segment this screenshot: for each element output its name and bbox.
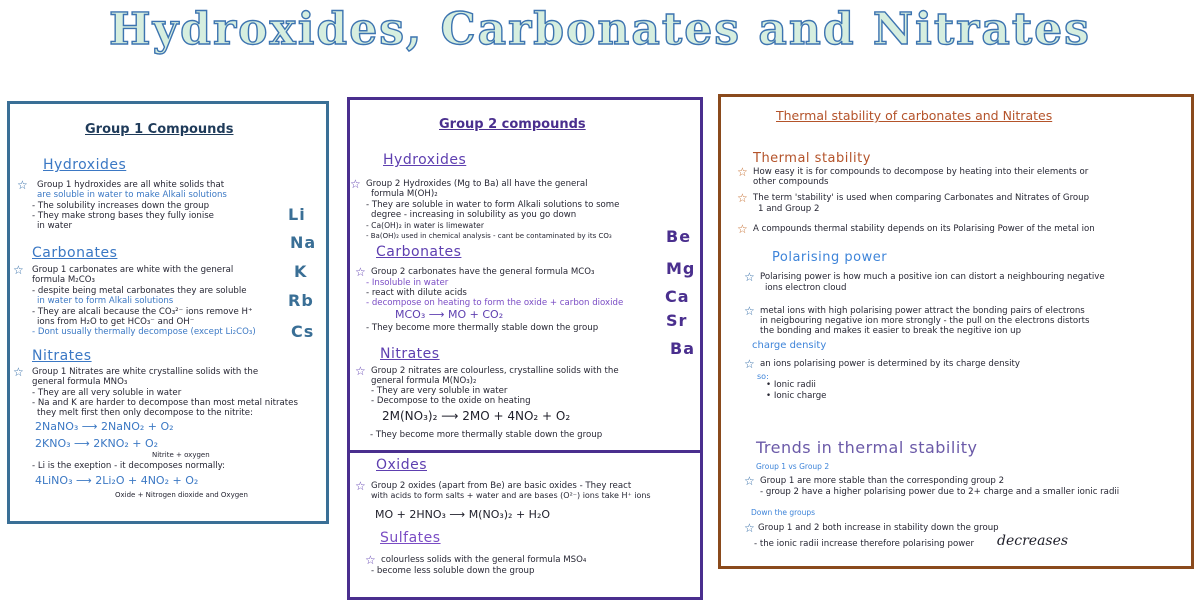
group1-nitrates-heading: Nitrates	[32, 348, 92, 364]
group1-hydroxides-line: Group 1 hydroxides are all white solids that	[37, 180, 225, 190]
group1-carbonates-line: formula M₂CO₃	[32, 275, 95, 285]
group2-carbonates-heading: Carbonates	[376, 244, 462, 260]
group1-carbonates-line: ions from H₂O to get HCO₃⁻ and OH⁻	[37, 317, 195, 327]
trends-line: - group 2 have a higher polarising power due to 2+ charge and a smaller ionic radii	[760, 487, 1120, 497]
group1-nitrates-line: general formula MNO₃	[32, 377, 128, 387]
star-icon: ☆	[350, 177, 361, 191]
polarising-line: the bonding and makes it easier to break the negitive ion up	[760, 326, 1022, 336]
polarising-line: metal ions with high polarising power attract the bonding pairs of electrons	[760, 306, 1085, 316]
group1-hydroxides-line: - The solubility increases down the group	[32, 201, 210, 211]
group1-carbonates-line: - despite being metal carbonates they are soluble	[32, 286, 247, 296]
group2-nitrates-line: Group 2 nitrates are colourless, crystalline solids with the	[371, 366, 619, 376]
group2-nitrates-line: general formula M(NO₃)₂	[371, 376, 477, 386]
group2-sulfates-line: - become less soluble down the group	[371, 566, 535, 576]
group2-sulfates-line: colourless solids with the general formula MSO₄	[381, 555, 587, 565]
group2-hydroxides-line: degree - increasing in solubility as you go down	[371, 210, 577, 220]
polarising-line: in neigbouring negative ion more strongly - the pull on the electrons distorts	[760, 316, 1090, 326]
group2-carbonates-line: Group 2 carbonates have the general formula MCO₃	[371, 267, 595, 277]
thermal-stability-heading: Thermal stability	[753, 151, 871, 166]
element-symbol: Li	[288, 205, 306, 224]
group1-nitrate-equation: 4LiNO₃ ⟶ 2Li₂O + 4NO₂ + O₂	[35, 474, 199, 487]
polarising-power-heading: Polarising power	[772, 250, 888, 265]
group2-oxides-heading: Oxides	[376, 457, 427, 473]
star-icon: ☆	[737, 191, 748, 205]
star-icon: ☆	[355, 265, 366, 279]
group1-nitrates-line: - Li is the exeption - it decomposes normally:	[32, 461, 226, 471]
trends-heading: Trends in thermal stability	[756, 438, 978, 457]
element-symbol: K	[294, 262, 308, 281]
thermal-stability-line: 1 and Group 2	[758, 204, 820, 214]
group2-carbonates-line: - decompose on heating to form the oxide + carbon dioxide	[366, 298, 624, 308]
group2-hydroxides-heading: Hydroxides	[383, 152, 467, 168]
equation-note: Oxide + Nitrogen dioxide and Oxygen	[115, 491, 248, 499]
group2-carbonates-line: - They become more thermally stable down the group	[366, 323, 599, 333]
page-title: Hydroxides, Carbonates and Nitrates	[109, 4, 1091, 55]
element-symbol: Cs	[291, 322, 315, 341]
trends-line: Group 1 are more stable than the corresponding group 2	[760, 476, 1005, 486]
group1-nitrates-line: Group 1 Nitrates are white crystalline solids with the	[32, 367, 259, 377]
group2-nitrate-equation: 2M(NO₃)₂ ⟶ 2MO + 4NO₂ + O₂	[382, 409, 571, 423]
group2-sulfates-heading: Sulfates	[380, 530, 441, 546]
group2-carbonate-equation: MCO₃ ⟶ MO + CO₂	[395, 308, 504, 321]
star-icon: ☆	[744, 304, 755, 318]
group1-hydroxides-heading: Hydroxides	[43, 157, 127, 173]
thermal-title: Thermal stability of carbonates and Nitrates	[776, 108, 1053, 123]
bullet-item: • Ionic radii	[766, 380, 816, 390]
group1-title: Group 1 Compounds	[85, 122, 234, 137]
group1-nitrate-equation: 2KNO₃ ⟶ 2KNO₂ + O₂	[35, 437, 159, 450]
bullet-text: Ionic radii	[773, 380, 816, 390]
star-icon: ☆	[737, 165, 748, 179]
group1-nitrates-line: - Na and K are harder to decompose than most metal nitrates	[32, 398, 298, 408]
group2-carbonates-line: - react with dilute acids	[366, 288, 467, 298]
group2-oxide-equation: MO + 2HNO₃ ⟶ M(NO₃)₂ + H₂O	[375, 508, 551, 521]
star-icon: ☆	[17, 178, 28, 192]
trends-line: Group 1 and 2 both increase in stability down the group	[758, 523, 999, 533]
group2-nitrates-heading: Nitrates	[380, 346, 440, 362]
charge-density-heading: charge density	[752, 340, 827, 351]
thermal-stability-line: other compounds	[753, 177, 829, 187]
star-icon: ☆	[744, 521, 755, 535]
group2-nitrates-line: - They are very soluble in water	[371, 386, 508, 396]
star-icon: ☆	[13, 365, 24, 379]
polarising-line: an ions polarising power is determined by its charge density	[760, 359, 1020, 369]
group1-carbonates-line: Group 1 carbonates are white with the general	[32, 265, 234, 275]
group2-hydroxides-line: - They are soluble in water to form Alkali solutions to some	[366, 200, 620, 210]
group1-carbonates-line: in water to form Alkali solutions	[37, 296, 174, 306]
so-label: so:	[757, 372, 769, 381]
group2-hydroxides-line: formula M(OH)₂	[371, 189, 438, 199]
thermal-stability-line: A compounds thermal stability depends on its Polarising Power of the metal ion	[753, 224, 1095, 234]
trends-line: - the ionic radii increase therefore polarising power	[754, 539, 975, 549]
thermal-stability-line: The term 'stability' is used when comparing Carbonates and Nitrates of Group	[753, 193, 1090, 203]
equation-note: Nitrite + oxygen	[152, 451, 210, 459]
group2-hydroxides-line: Group 2 Hydroxides (Mg to Ba) all have the general	[366, 179, 588, 189]
star-icon: ☆	[355, 479, 366, 493]
star-icon: ☆	[744, 270, 755, 284]
element-symbol: Ca	[665, 287, 690, 306]
thermal-stability-line: How easy it is for compounds to decompose by heating into their elements or	[753, 167, 1089, 177]
group2-nitrates-line: - They become more thermally stable down the group	[370, 430, 603, 440]
group1-nitrate-equation: 2NaNO₃ ⟶ 2NaNO₂ + O₂	[35, 420, 174, 433]
group1-hydroxides-line: are soluble in water to make Alkali solutions	[37, 190, 227, 200]
group2-oxides-line: Group 2 oxides (apart from Be) are basic oxides - They react	[371, 481, 632, 491]
group2-carbonates-line: - Insoluble in water	[366, 278, 449, 288]
group2-title: Group 2 compounds	[439, 117, 586, 132]
group1-carbonates-line: - Dont usually thermally decompose (except Li₂CO₃)	[32, 327, 256, 337]
bullet-item: • Ionic charge	[766, 391, 827, 401]
star-icon: ☆	[355, 364, 366, 378]
group2-hydroxides-line: - Ca(OH)₂ in water is limewater	[366, 221, 484, 230]
star-icon: ☆	[744, 357, 755, 371]
element-symbol: Na	[290, 233, 317, 252]
group2-hydroxides-line: - Ba(OH)₂ used in chemical analysis - cant be contaminated by its CO₃	[366, 232, 612, 240]
star-icon: ☆	[737, 222, 748, 236]
group2-oxides-line: with acids to form salts + water and are bases (O²⁻) ions take H⁺ ions	[371, 491, 651, 500]
element-symbol: Be	[666, 227, 692, 246]
trends-subheading: Group 1 vs Group 2	[756, 462, 830, 471]
group1-nitrates-line: they melt first then only decompose to the nitrite:	[37, 408, 253, 418]
group2-nitrates-line: - Decompose to the oxide on heating	[371, 396, 531, 406]
polarising-line: Polarising power is how much a positive ion can distort a neighbouring negative	[760, 272, 1105, 282]
group1-hydroxides-line: in water	[37, 221, 73, 231]
element-symbol: Rb	[288, 291, 314, 310]
divider	[347, 450, 703, 453]
star-icon: ☆	[365, 553, 376, 567]
group1-hydroxides-line: - They make strong bases they fully ionise	[32, 211, 214, 221]
group1-carbonates-heading: Carbonates	[32, 245, 118, 261]
group1-carbonates-line: - They are alcali because the CO₃²⁻ ions remove H⁺	[32, 307, 253, 317]
bullet-text: Ionic charge	[773, 391, 827, 401]
group1-nitrates-line: - They are all very soluble in water	[32, 388, 182, 398]
polarising-line: ions electron cloud	[765, 283, 847, 293]
element-symbol: Ba	[670, 339, 695, 358]
star-icon: ☆	[744, 474, 755, 488]
trends-subheading: Down the groups	[751, 508, 816, 517]
element-symbol: Sr	[666, 311, 688, 330]
decreases-word: decreases	[997, 533, 1069, 549]
element-symbol: Mg	[666, 259, 696, 278]
star-icon: ☆	[13, 263, 24, 277]
